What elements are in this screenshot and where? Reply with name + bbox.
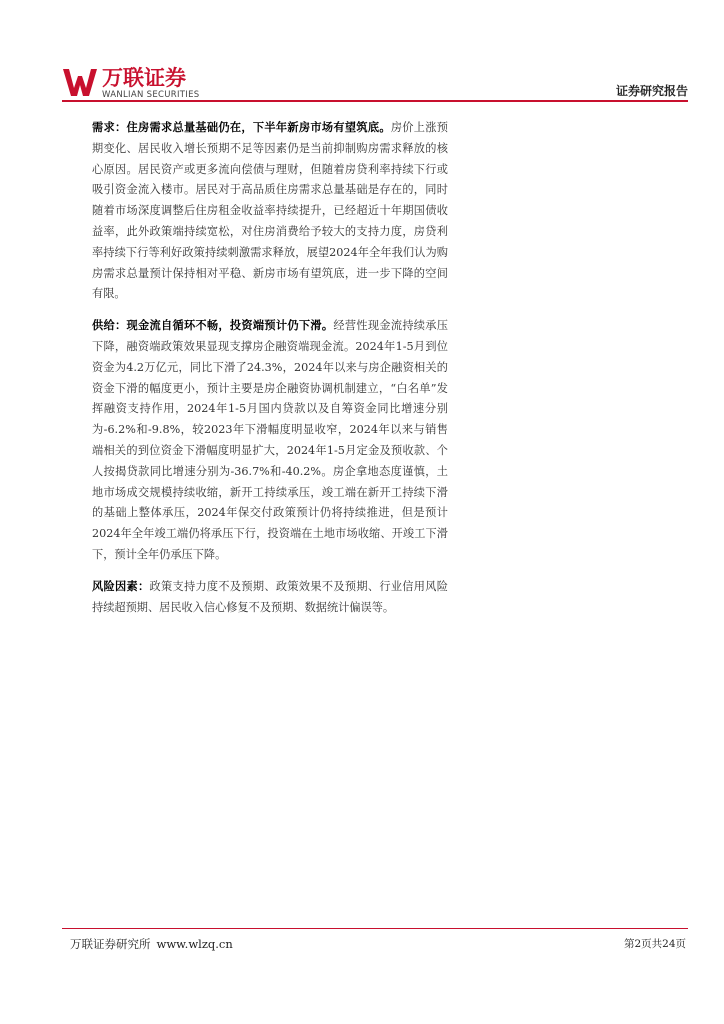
company-logo [62, 66, 222, 100]
demand-text: 房价上涨预期变化、居民收入增长预期不足等因素仍是当前抑制购房需求释放的核心原因。居民资产或更多流向偿债与理财，但随着房贷利率持续下行或吸引资金流入楼市。居民对于高品质住房需求总量基础是存在的，同时随着市场深度调整后住房租金收益率持续提升，已经超近十年期国债收益率，此外政策端持续宽松，对住房消费给予较大的支持力度，房贷利率持续下行等利好政策持续刺激需求释放，展望2024年全年我们认为购房需求总量预计保持相对平稳、新房市场有望筑底，进一步下降的空间有限。 [92, 121, 448, 301]
report-body [92, 117, 448, 628]
footer-divider [62, 928, 688, 929]
demand-paragraph [92, 117, 448, 305]
demand-heading: 需求：住房需求总量基础仍在，下半年新房市场有望筑底。 [92, 120, 391, 134]
supply-paragraph [92, 315, 448, 566]
risk-paragraph [92, 576, 448, 619]
page-number: 第2页共24页 [623, 938, 686, 950]
supply-heading: 供给：现金流自循环不畅，投资端预计仍下滑。 [92, 318, 334, 333]
risk-text: 政策支持力度不及预期、政策效果不及预期、行业信用风险持续超预期、居民收入信心修复不及预期、数据统计偏误等。 [92, 579, 448, 614]
header-divider [62, 100, 688, 102]
logo-chinese-name: 万联证券 [102, 66, 186, 90]
supply-text: 经营性现金流持续承压下降，融资端政策效果显现支撑房企融资端现金流。2024年1-5月到位资金为4.2万亿元，同比下滑了24.3%，2024年以来与房企融资相关的资金下滑的幅度更小，预计主要是房企融资协调机制建立，“白名单”发挥融资支持作用，2024年1-5月国内贷款以及自筹资金同比增速分别为-6.2%和-9.8%，较2023年下滑幅度明显收窄，2024年以来与销售端相关的到位资金下滑幅度明显扩大，2024年1-5月定金及预收款、个人按揭贷款同比增速分别为-36.7%和-40.2%。房企拿地态度谨慎，土地市场成交规模持续收缩，新开工持续承压，竣工端在新开工持续下滑的基础上整体承压，2024年保交付政策预计仍将持续推进，但是预计2024年全年竣工端仍将承压下行，投资端在土地市场收缩、开竣工下滑下，预计全年仍承压下降。 [92, 319, 448, 561]
risk-heading: 风险因素： [92, 578, 150, 593]
website-link[interactable]: www.wlzq.cn [156, 937, 233, 951]
document-type-label: 证券研究报告 [615, 84, 688, 98]
logo-english-name: WANLIAN SECURITIES [102, 90, 200, 100]
page-header [62, 62, 688, 102]
wanlian-logo-icon [62, 66, 98, 98]
institute-name: 万联证券研究所 [70, 937, 151, 951]
footer-institute [70, 936, 233, 952]
